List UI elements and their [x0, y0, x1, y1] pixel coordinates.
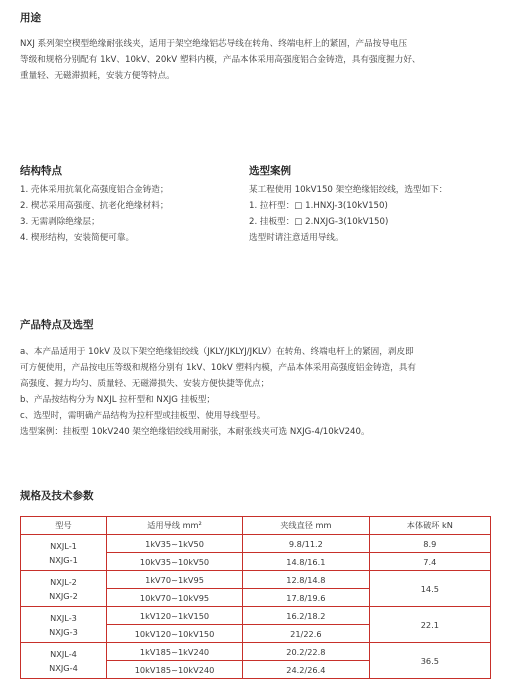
model-name: NXJG-3: [49, 626, 78, 637]
wire-cell: 10kV70~10kV95: [106, 589, 242, 607]
wire-cell: 10kV120~10kV150: [106, 625, 242, 643]
product-selection-line: 选型案例：挂板型 10kV240 架空绝缘铝绞线用耐张，本耐张线夹可选 NXJG-4/10kV240。: [20, 427, 370, 437]
wire-cell: 1kV185~1kV240: [106, 643, 242, 661]
model-cell: [21, 607, 107, 643]
model-name: NXJL-2: [50, 576, 77, 587]
selection-case-item: 1. 拉杆型：□ 1.HNXJ-3(10kV150): [249, 201, 388, 211]
specs-column-header: 适用导线 mm²: [106, 517, 242, 535]
selection-case-heading: 选型案例: [249, 165, 291, 177]
model-name: NXJG-1: [49, 554, 78, 565]
strength-cell: 7.4: [369, 553, 490, 571]
diameter-cell: 9.8/11.2: [243, 535, 370, 553]
diameter-cell: 17.8/19.6: [243, 589, 370, 607]
product-selection-line: 高强度、握力均匀、质量轻、无磁滞损失、安装方便快捷等优点；: [20, 379, 270, 389]
wire-cell: 10kV185~10kV240: [106, 661, 242, 679]
specs-column-header: 型号: [21, 517, 107, 535]
strength-cell: 14.5: [369, 571, 490, 607]
usage-line: 重量轻、无磁滞损耗，安装方便等特点。: [20, 71, 175, 81]
table-row: [21, 643, 491, 661]
table-row: [21, 607, 491, 625]
usage-paragraph: [20, 36, 492, 84]
specs-heading: 规格及技术参数: [20, 490, 94, 502]
model-name: NXJL-1: [50, 540, 77, 551]
diameter-cell: 21/22.6: [243, 625, 370, 643]
product-selection-line: a、本产品适用于 10kV 及以下架空绝缘铝绞线（JKLY/JKLYJ/JKLV）在转角、终端电杆上的紧固，剥皮即: [20, 347, 414, 357]
strength-cell: 36.5: [369, 643, 490, 679]
wire-cell: 1kV120~1kV150: [106, 607, 242, 625]
product-selection-line: c、选型时，需明确产品结构为拉杆型或挂板型、使用导线型号。: [20, 411, 266, 421]
model-cell: [21, 643, 107, 679]
model-name: NXJG-4: [49, 662, 78, 673]
features-item: 2. 楔芯采用高强度、抗老化绝缘材料；: [20, 201, 169, 211]
strength-cell: 22.1: [369, 607, 490, 643]
selection-case-item: 选型时请注意适用导线。: [249, 233, 344, 243]
diameter-cell: 12.8/14.8: [243, 571, 370, 589]
features-item: 4. 楔形结构，安装简便可靠。: [20, 233, 135, 243]
table-row: [21, 535, 491, 553]
selection-case-item: 某工程使用 10kV150 架空绝缘铝绞线，选型如下：: [249, 185, 448, 195]
product-selection-line: 可方便使用，产品按电压等级和规格分别有 1kV、10kV 塑料内模，产品本体采用高强度铝金铸造，具有: [20, 363, 416, 373]
wire-cell: 1kV35~1kV50: [106, 535, 242, 553]
selection-case-item: 2. 挂板型：□ 2.NXJG-3(10kV150): [249, 217, 389, 227]
features-item: 3. 无需剥除绝缘层；: [20, 217, 100, 227]
model-name: NXJL-3: [50, 612, 77, 623]
model-cell: [21, 571, 107, 607]
specs-column-header: 夹线直径 mm: [243, 517, 370, 535]
wire-cell: 1kV70~1kV95: [106, 571, 242, 589]
usage-line: 等级和规格分别配有 1kV、10kV、20kV 塑料内模，产品本体采用高强度铝合金铸造，具有强度握力好、: [20, 55, 421, 65]
features-list: [20, 182, 168, 246]
product-selection-heading: 产品特点及选型: [20, 319, 94, 331]
usage-heading: 用途: [20, 12, 41, 24]
selection-case-list: [249, 182, 447, 246]
features-heading: 结构特点: [20, 165, 62, 177]
product-selection-paragraph: [20, 344, 492, 440]
diameter-cell: 14.8/16.1: [243, 553, 370, 571]
model-name: NXJG-2: [49, 590, 78, 601]
product-selection-line: b、产品按结构分为 NXJL 拉杆型和 NXJG 挂板型；: [20, 395, 216, 405]
usage-line: NXJ 系列架空楔型绝缘耐张线夹，适用于架空绝缘铝芯导线在转角、终端电杆上的紧固，产品按导电压: [20, 39, 408, 49]
model-name: NXJL-4: [50, 648, 77, 659]
strength-cell: 8.9: [369, 535, 490, 553]
specs-column-header: 本体破坏 kN: [369, 517, 490, 535]
specs-header-row: [21, 517, 491, 535]
specs-table: [20, 516, 491, 679]
model-cell: [21, 535, 107, 571]
diameter-cell: 16.2/18.2: [243, 607, 370, 625]
diameter-cell: 24.2/26.4: [243, 661, 370, 679]
table-row: [21, 571, 491, 589]
diameter-cell: 20.2/22.8: [243, 643, 370, 661]
features-item: 1. 壳体采用抗氧化高强度铝合金铸造；: [20, 185, 169, 195]
wire-cell: 10kV35~10kV50: [106, 553, 242, 571]
